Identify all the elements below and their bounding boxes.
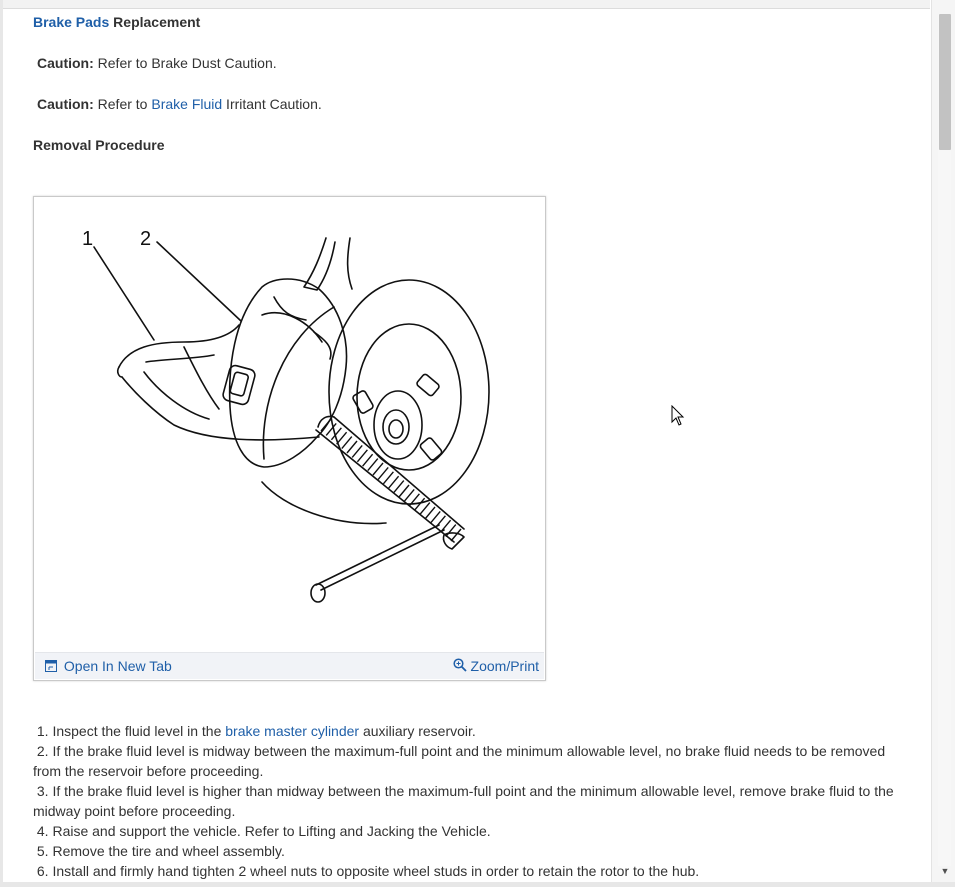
screw-thread-line <box>425 507 435 519</box>
open-in-new-tab-button[interactable]: Open In New Tab <box>45 657 172 675</box>
screw-thread-line <box>368 459 378 471</box>
screw-thread-line <box>321 419 331 431</box>
callout-2: 2 <box>140 228 152 250</box>
screw-thread-line <box>441 520 451 532</box>
screw-thread-line <box>404 489 414 501</box>
screw-thread-line <box>352 445 362 457</box>
figure-toolbar <box>35 652 544 679</box>
screw-thread-line <box>373 463 383 475</box>
vertical-scrollbar[interactable] <box>931 0 955 887</box>
window-top-edge <box>0 0 930 9</box>
mouse-pointer-icon <box>671 405 685 427</box>
screw-thread-line <box>446 525 456 537</box>
screw-thread-line <box>337 432 347 444</box>
screw-thread-line <box>342 437 352 449</box>
caution-brake-dust: Caution: Refer to Brake Dust Caution. <box>37 55 277 71</box>
page-title: Brake Pads Replacement <box>33 14 201 30</box>
caution-label: Caution: <box>37 96 94 112</box>
screw-thread-line <box>451 529 461 541</box>
step-item: 1. Inspect the fluid level in the brake master cylinder auxiliary reservoir. <box>36 723 476 739</box>
step-item: 2. If the brake fluid level is midway between the maximum-full point and the minimum allowable level, no brake fluid needs to be removed from the reservoir before proceeding. <box>33 743 886 779</box>
screw-thread-line <box>435 516 445 528</box>
step-item: 3. If the brake fluid level is higher than midway between the maximum-full point and the minimum allowable level, remove brake fluid to the midway point before proceeding. <box>33 783 894 819</box>
screw-thread-line <box>357 450 367 462</box>
window-left-edge <box>0 0 3 887</box>
screw-thread-line <box>420 503 430 515</box>
screw-thread-line <box>389 476 399 488</box>
screw-thread-line <box>430 511 440 523</box>
screw-thread-line <box>394 481 404 493</box>
zoom-print-button[interactable]: Zoom/Print <box>453 657 539 675</box>
figure-container <box>33 196 546 681</box>
step-item: 4. Raise and support the vehicle. Refer to Lifting and Jacking the Vehicle. <box>36 823 491 839</box>
brake-pads-link[interactable]: Brake Pads <box>33 14 110 30</box>
brake-caliper-illustration <box>34 197 545 652</box>
caution-label: Caution: <box>37 55 94 71</box>
magnifier-zoom-icon <box>453 658 467 674</box>
section-heading-removal: Removal Procedure <box>33 137 165 153</box>
scroll-down-arrow-icon[interactable]: ▼ <box>940 866 950 876</box>
open-in-new-tab-icon <box>45 658 57 674</box>
step-item: 6. Install and firmly hand tighten 2 wheel nuts to opposite wheel studs in order to retain the rotor to the hub. <box>36 863 700 879</box>
screw-thread-line <box>399 485 409 497</box>
procedure-steps <box>33 721 913 881</box>
step-item: 5. Remove the tire and wheel assembly. <box>36 843 285 859</box>
caution-brake-fluid: Caution: Refer to Brake Fluid Irritant Caution. <box>37 96 322 112</box>
callout-1: 1 <box>82 228 94 250</box>
screw-thread-line <box>383 472 393 484</box>
scrollbar-thumb[interactable] <box>939 14 951 150</box>
brake-fluid-link[interactable]: Brake Fluid <box>151 96 223 112</box>
screw-thread-line <box>378 467 388 479</box>
screw-thread-line <box>347 441 357 453</box>
screw-thread-line <box>363 454 373 466</box>
window-bottom-edge <box>0 882 955 887</box>
brake-master-cylinder-link[interactable]: brake master cylinder <box>225 723 360 739</box>
